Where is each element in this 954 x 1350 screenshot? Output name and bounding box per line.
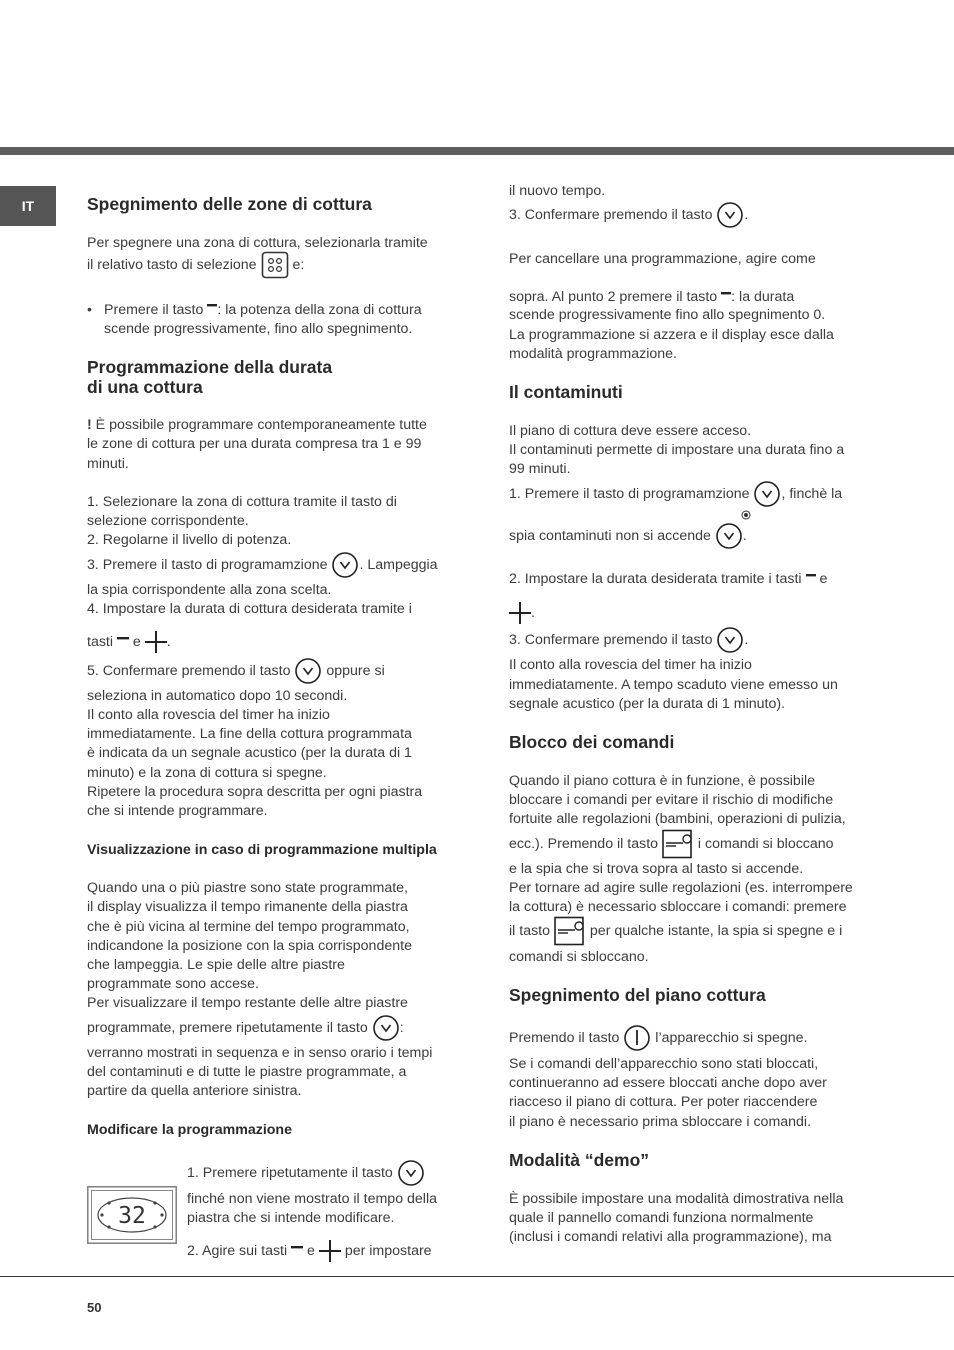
- minus-icon: [721, 289, 731, 299]
- display-readout: 32: [118, 1203, 146, 1229]
- paragraph-line: che è più vicina al termine del tempo programmato,: [87, 919, 410, 935]
- timer-icon: [716, 201, 744, 229]
- paragraph-line: la cottura) è necessario sbloccare i comandi: premere: [509, 899, 847, 915]
- paragraph-line: comandi si sbloccano.: [509, 949, 649, 965]
- paragraph-line: riacceso il piano di cottura. Per poter riaccendere: [509, 1094, 818, 1110]
- paragraph-line: Se i comandi dell’apparecchio sono stati bloccati,: [509, 1056, 819, 1072]
- section-title-blocco: Blocco dei comandi: [509, 732, 675, 752]
- paragraph-line: segnale acustico (per la durata di 1 minuto).: [509, 696, 786, 712]
- section-title-spegnimento-zone: Spegnimento delle zone di cottura: [87, 194, 372, 214]
- bullet-line: scende progressivamente, fino allo spegnimento.: [104, 321, 413, 337]
- bottom-rule: [0, 1276, 954, 1277]
- paragraph-line: Per spegnere una zona di cottura, selezionarla tramite: [87, 235, 428, 251]
- paragraph-line: Quando il piano cottura è in funzione, è possibile: [509, 773, 816, 789]
- plus-icon: [319, 1240, 341, 1262]
- step-line: 5. Confermare premendo il tasto oppure si: [87, 656, 385, 686]
- step-line: seleziona in automatico dopo 10 secondi.: [87, 688, 348, 704]
- top-rule: [0, 147, 954, 155]
- paragraph-line: scende progressivamente fino allo spegnimento 0.: [509, 307, 826, 323]
- step-line: 3. Premere il tasto di programamzione . Lampeggia: [87, 550, 438, 580]
- timer-icon: [715, 522, 743, 550]
- warning-line: le zone di cottura per una durata compresa tra 1 e 99: [87, 436, 422, 452]
- power-icon: [623, 1024, 651, 1052]
- paragraph-line: Premendo il tasto l’apparecchio si spegne.: [509, 1022, 808, 1054]
- display-illustration: [87, 1186, 177, 1244]
- paragraph-line: sopra. Al punto 2 premere il tasto : la durata: [509, 289, 795, 305]
- language-tab: IT: [0, 186, 56, 226]
- paragraph-line: immediatamente. La fine della cottura programmata: [87, 726, 412, 742]
- section-title-demo: Modalità “demo”: [509, 1150, 650, 1170]
- paragraph-line: È possibile impostare una modalità dimostrativa nella: [509, 1191, 844, 1207]
- paragraph-line: Il piano di cottura deve essere acceso.: [509, 423, 752, 439]
- paragraph-line: e la spia che si trova sopra al tasto si accende.: [509, 861, 804, 877]
- section-title-programmazione-line2: di una cottura: [87, 377, 203, 397]
- minus-icon: [291, 1243, 303, 1253]
- bullet-line: Premere il tasto : la potenza della zona di cottura: [104, 302, 422, 318]
- paragraph-line: Per visualizzare il tempo restante delle altre piastre: [87, 995, 408, 1011]
- paragraph-line: il nuovo tempo.: [509, 183, 606, 199]
- paragraph-line: è indicata da un segnale acustico (per la durata di 1: [87, 745, 412, 761]
- paragraph-line: del contaminuti e di tutte le piastre programmate, a: [87, 1064, 407, 1080]
- paragraph-line: minuto) e la zona di cottura si spegne.: [87, 765, 327, 781]
- paragraph-line: Ripetere la procedura sopra descritta per ogni piastra: [87, 784, 423, 800]
- paragraph-line: programmate sono accese.: [87, 976, 259, 992]
- step-line: finché non viene mostrato il tempo della: [187, 1191, 437, 1207]
- step-line: spia contaminuti non si accende .: [509, 521, 747, 551]
- timer-led-icon: [741, 507, 751, 517]
- paragraph-line: il tasto per qualche istante, la spia si spegne e i: [509, 915, 842, 947]
- timer-icon: [716, 626, 744, 654]
- minus-icon: [207, 301, 217, 311]
- paragraph-line: 99 minuti.: [509, 461, 571, 477]
- paragraph-line: continueranno ad essere bloccati anche dopo aver: [509, 1075, 827, 1091]
- zone-select-icon: [261, 251, 289, 279]
- subsection-title-modificare: Modificare la programmazione: [87, 1122, 292, 1138]
- paragraph-line: il relativo tasto di selezione e:: [87, 251, 304, 279]
- paragraph-line: partire da quella anteriore sinistra.: [87, 1083, 302, 1099]
- paragraph-line: che si intende programmare.: [87, 803, 268, 819]
- lock-key-icon: [662, 829, 694, 859]
- timer-icon: [294, 657, 322, 685]
- step-line: 1. Selezionare la zona di cottura tramite il tasto di: [87, 494, 397, 510]
- warning-line: ! È possibile programmare contemporaneamente tutte: [87, 417, 427, 433]
- section-title-programmazione-line1: Programmazione della durata: [87, 357, 333, 377]
- paragraph-line: bloccare i comandi per evitare il rischio di modifiche: [509, 792, 834, 808]
- subsection-title-multipla: Visualizzazione in caso di programmazione multipla: [87, 842, 437, 858]
- minus-icon: [806, 571, 816, 581]
- paragraph-line: (inclusi i comandi relativi alla programmazione), ma: [509, 1229, 832, 1245]
- paragraph-line: quale il pannello comandi funziona normalmente: [509, 1210, 814, 1226]
- section-title-contaminuti: Il contaminuti: [509, 382, 623, 402]
- paragraph-line: Il conto alla rovescia del timer ha inizio: [87, 707, 330, 723]
- paragraph-line: che lampeggia. Le spie delle altre piastre: [87, 957, 345, 973]
- timer-icon: [753, 480, 781, 508]
- paragraph-line: ecc.). Premendo il tasto i comandi si bloccano: [509, 828, 834, 860]
- step-line: 4. Impostare la durata di cottura desiderata tramite i: [87, 601, 412, 617]
- timer-icon: [331, 551, 359, 579]
- paragraph-line: fortuite alle regolazioni (bambini, operazioni di pulizia,: [509, 811, 846, 827]
- step-line: la spia corrispondente alla zona scelta.: [87, 582, 332, 598]
- step-line: tasti e .: [87, 628, 171, 656]
- minus-icon: [117, 634, 129, 644]
- paragraph-line: Il conto alla rovescia del timer ha inizio: [509, 657, 752, 673]
- paragraph-line: il piano è necessario prima sbloccare i comandi.: [509, 1114, 812, 1130]
- step-line: 2. Regolarne il livello di potenza.: [87, 532, 292, 548]
- step-line: 2. Agire sui tasti e per impostare: [187, 1237, 432, 1265]
- plus-icon: [509, 602, 531, 624]
- paragraph-line: indicandone la posizione con la spia corrispondente: [87, 938, 412, 954]
- step-line: .: [509, 600, 535, 626]
- lock-key-icon: [554, 916, 586, 946]
- step-line: piastra che si intende modificare.: [187, 1210, 395, 1226]
- step-line: 3. Confermare premendo il tasto .: [509, 200, 748, 230]
- step-line: selezione corrispondente.: [87, 513, 249, 529]
- paragraph-line: modalità programmazione.: [509, 346, 677, 362]
- paragraph-line: La programmazione si azzera e il display esce dalla: [509, 327, 834, 343]
- page-number: 50: [87, 1300, 102, 1315]
- paragraph-line: Per tornare ad agire sulle regolazioni (es. interrompere: [509, 880, 853, 896]
- paragraph-line: verranno mostrati in sequenza e in senso orario i tempi: [87, 1045, 433, 1061]
- step-line: 1. Premere ripetutamente il tasto: [187, 1158, 425, 1188]
- warning-line: minuti.: [87, 456, 129, 472]
- paragraph-line: Per cancellare una programmazione, agire come: [509, 251, 816, 267]
- bullet-marker: •: [87, 302, 92, 318]
- paragraph-line: il display visualizza il tempo rimanente della piastra: [87, 899, 408, 915]
- paragraph-line: immediatamente. A tempo scaduto viene emesso un: [509, 677, 838, 693]
- plus-icon: [145, 631, 167, 653]
- timer-icon: [372, 1014, 400, 1042]
- step-line: 3. Confermare premendo il tasto .: [509, 625, 748, 655]
- paragraph-line: programmate, premere ripetutamente il tasto :: [87, 1013, 404, 1043]
- timer-icon: [397, 1159, 425, 1187]
- step-line: 2. Impostare la durata desiderata tramite i tasti e: [509, 571, 828, 587]
- step-line: 1. Premere il tasto di programamzione , finchè la: [509, 479, 842, 509]
- paragraph-line: Quando una o più piastre sono state programmate,: [87, 880, 408, 896]
- paragraph-line: Il contaminuti permette di impostare una durata fino a: [509, 442, 845, 458]
- section-title-spegnimento-piano: Spegnimento del piano cottura: [509, 985, 766, 1005]
